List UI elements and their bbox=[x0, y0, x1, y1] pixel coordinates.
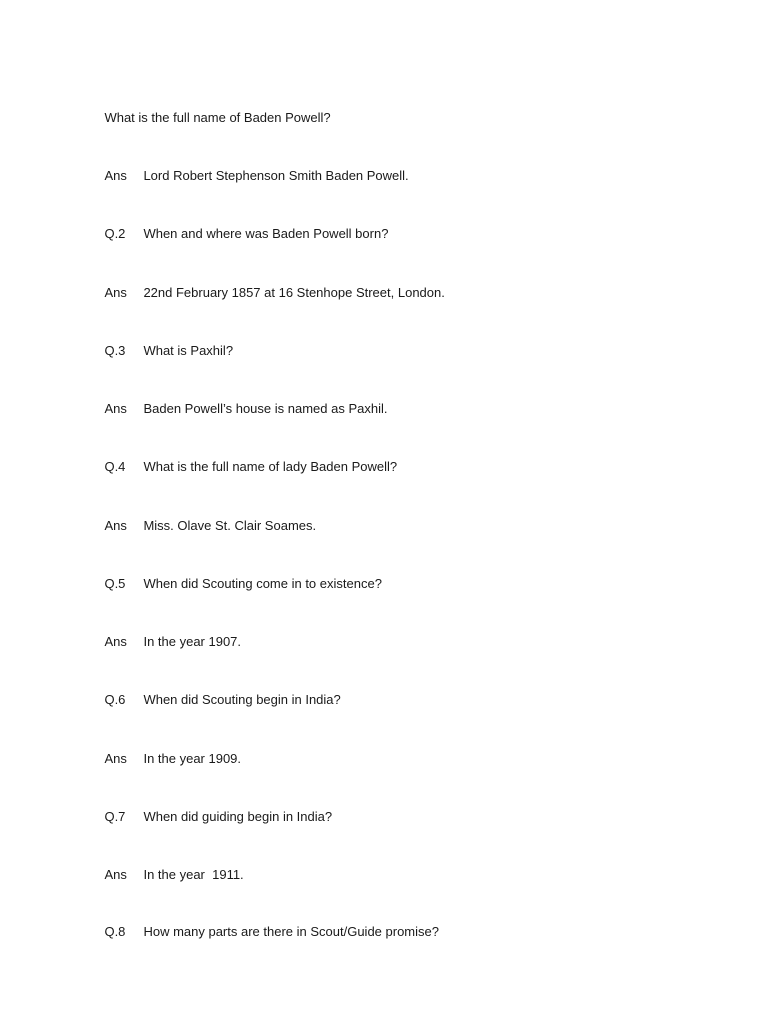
question-label: Q.2 bbox=[104, 226, 126, 241]
question-text: When and where was Baden Powell born? bbox=[143, 226, 389, 241]
question-line bbox=[90, 560, 382, 608]
answer-line bbox=[90, 618, 241, 666]
question-text: What is the full name of lady Baden Powell? bbox=[143, 459, 398, 474]
question-line bbox=[90, 443, 397, 491]
answer-line bbox=[90, 385, 387, 433]
answer-label: Ans bbox=[104, 285, 127, 300]
answer-line bbox=[90, 269, 445, 317]
answer-line bbox=[90, 152, 409, 200]
question-line bbox=[90, 210, 388, 258]
question-label: Q.3 bbox=[104, 343, 126, 358]
question-label: Q.5 bbox=[104, 576, 126, 591]
question-label: Q.8 bbox=[104, 924, 126, 939]
answer-text: In the year 1907. bbox=[143, 634, 242, 649]
answer-label: Ans bbox=[104, 751, 127, 766]
question-text: When did guiding begin in India? bbox=[143, 809, 333, 824]
answer-text: Miss. Olave St. Clair Soames. bbox=[143, 518, 317, 533]
question-label: Q.4 bbox=[104, 459, 126, 474]
first-question bbox=[90, 94, 331, 142]
question-text: What is Paxhil? bbox=[143, 343, 234, 358]
question-line bbox=[90, 327, 233, 375]
answer-label: Ans bbox=[104, 168, 127, 183]
answer-text: In the year 1909. bbox=[143, 751, 242, 766]
answer-text: In the year 1911. bbox=[143, 867, 244, 882]
answer-line bbox=[90, 502, 316, 550]
question-text: When did Scouting begin in India? bbox=[143, 692, 341, 707]
question-line bbox=[90, 676, 341, 724]
answer-label: Ans bbox=[104, 867, 127, 882]
answer-line bbox=[90, 735, 241, 783]
question-line bbox=[90, 908, 439, 956]
answer-label: Ans bbox=[104, 401, 127, 416]
question-text: What is the full name of Baden Powell? bbox=[104, 110, 331, 125]
answer-text: 22nd February 1857 at 16 Stenhope Street, London. bbox=[143, 285, 445, 300]
question-label: Q.6 bbox=[104, 692, 126, 707]
answer-text: Lord Robert Stephenson Smith Baden Powell. bbox=[143, 168, 409, 183]
answer-label: Ans bbox=[104, 634, 127, 649]
answer-line bbox=[90, 851, 244, 899]
question-label: Q.7 bbox=[104, 809, 126, 824]
question-text: When did Scouting come in to existence? bbox=[143, 576, 382, 591]
question-line bbox=[90, 793, 332, 841]
question-text: How many parts are there in Scout/Guide promise? bbox=[143, 924, 439, 939]
answer-text: Baden Powell’s house is named as Paxhil. bbox=[143, 401, 388, 416]
answer-label: Ans bbox=[104, 518, 127, 533]
